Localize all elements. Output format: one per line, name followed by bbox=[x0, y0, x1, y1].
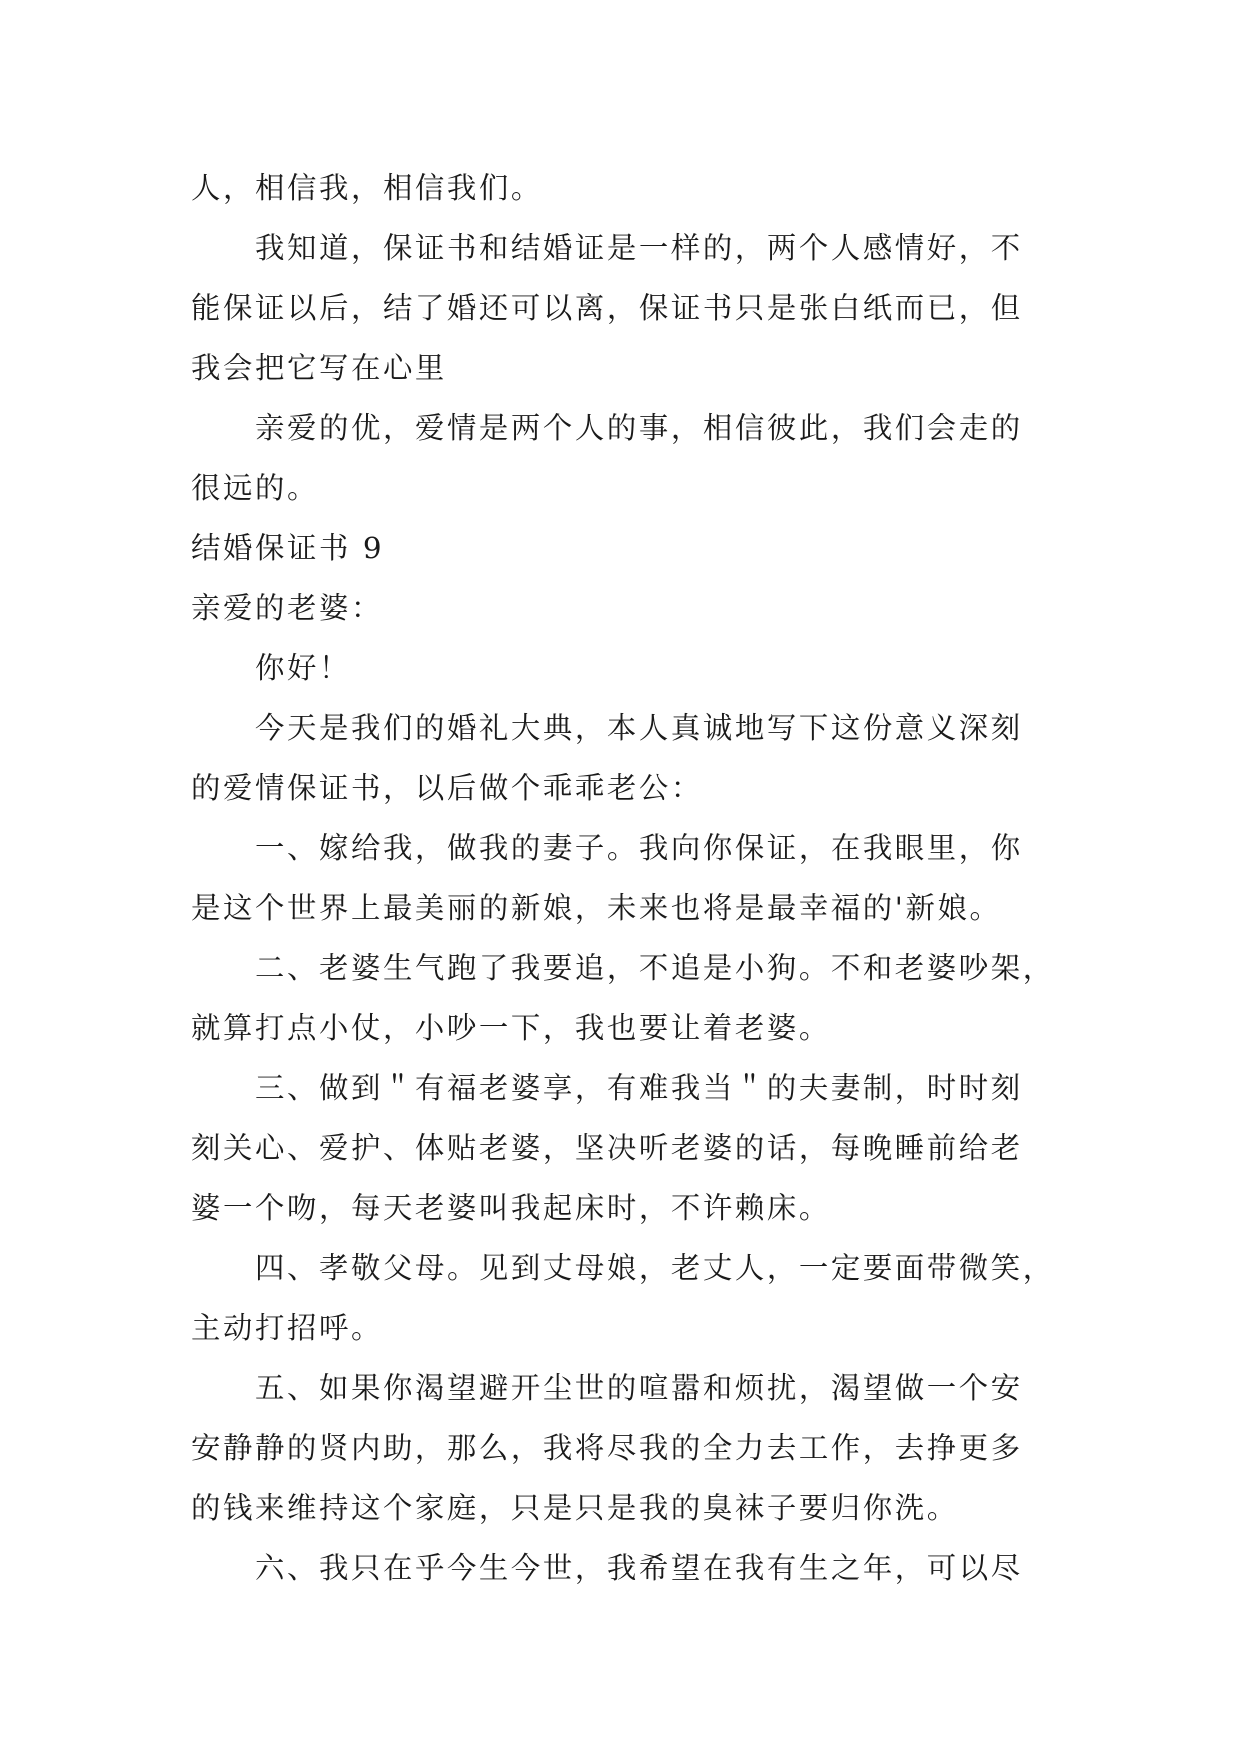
text-line: 五、如果你渴望避开尘世的喧嚣和烦扰，渴望做一个安 bbox=[255, 1371, 1023, 1405]
text-line: 是这个世界上最美丽的新娘，未来也将是最幸福的'新娘。 bbox=[191, 891, 1002, 925]
text-line: 六、我只在乎今生今世，我希望在我有生之年，可以尽 bbox=[255, 1551, 1023, 1585]
text-line: 亲爱的老婆： bbox=[191, 591, 383, 625]
text-line: 三、做到＂有福老婆享，有难我当＂的夫妻制，时时刻 bbox=[255, 1071, 1023, 1105]
text-line: 就算打点小仗，小吵一下，我也要让着老婆。 bbox=[191, 1011, 831, 1045]
text-line: 能保证以后，结了婚还可以离，保证书只是张白纸而已，但 bbox=[191, 291, 1023, 325]
text-line: 安静静的贤内助，那么，我将尽我的全力去工作，去挣更多 bbox=[191, 1431, 1023, 1465]
text-line: 我知道，保证书和结婚证是一样的，两个人感情好，不 bbox=[255, 231, 1023, 265]
text-line: 结婚保证书 9 bbox=[191, 531, 385, 565]
text-line: 你好！ bbox=[255, 651, 351, 685]
text-line: 很远的。 bbox=[191, 471, 319, 505]
text-line: 今天是我们的婚礼大典，本人真诚地写下这份意义深刻 bbox=[255, 711, 1023, 745]
text-line: 婆一个吻，每天老婆叫我起床时，不许赖床。 bbox=[191, 1191, 831, 1225]
text-line: 四、孝敬父母。见到丈母娘，老丈人，一定要面带微笑， bbox=[255, 1251, 1055, 1285]
document-body bbox=[191, 158, 1061, 1598]
text-line: 亲爱的优，爱情是两个人的事，相信彼此，我们会走的 bbox=[255, 411, 1023, 445]
text-line: 人，相信我，相信我们。 bbox=[191, 171, 543, 205]
text-line: 一、嫁给我，做我的妻子。我向你保证，在我眼里，你 bbox=[255, 831, 1023, 865]
text-line: 的钱来维持这个家庭，只是只是我的臭袜子要归你洗。 bbox=[191, 1491, 959, 1525]
text-line: 主动打招呼。 bbox=[191, 1311, 383, 1345]
text-line: 我会把它写在心里 bbox=[191, 351, 447, 385]
text-line: 刻关心、爱护、体贴老婆，坚决听老婆的话，每晚睡前给老 bbox=[191, 1131, 1023, 1165]
text-line: 的爱情保证书，以后做个乖乖老公： bbox=[191, 771, 703, 805]
text-line: 二、老婆生气跑了我要追，不追是小狗。不和老婆吵架， bbox=[255, 951, 1055, 985]
